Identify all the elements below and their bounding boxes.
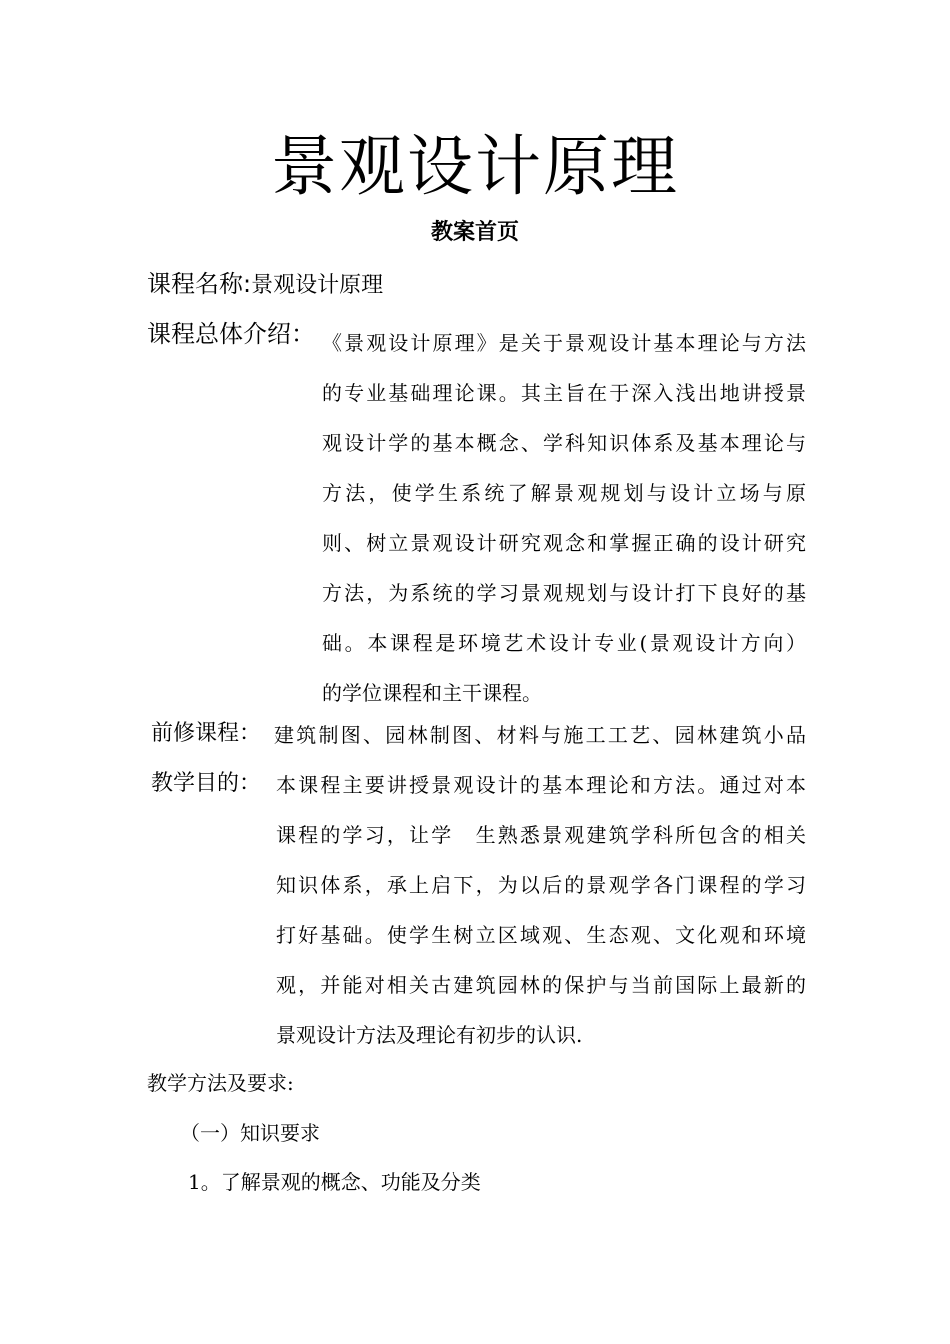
teaching-goal-line: 本课程主要讲授景观设计的基本理论和方法。通过对本 <box>276 773 806 797</box>
course-intro-label-row <box>147 316 315 354</box>
course-intro-line: 的学位课程和主干课程。 <box>322 681 542 705</box>
course-intro-line: 观设计学的基本概念、学科知识体系及基本理论与 <box>322 431 806 455</box>
teaching-goal-paragraph <box>276 760 806 1060</box>
lesson-plan-heading: 教案首页 <box>430 220 519 245</box>
course-intro-line: 础。本课程是环境艺术设计专业(景观设计方向） <box>322 631 806 655</box>
teaching-goal-line: 课程的学习，让学 生熟悉景观建筑学科所包含的相关 <box>276 823 806 847</box>
teaching-goal-label: 教学目的： <box>151 771 262 796</box>
course-intro-line: 《景观设计原理》是关于景观设计基本理论与方法 <box>322 331 806 355</box>
course-name-row <box>147 266 383 304</box>
course-name-value: 景观设计原理 <box>251 273 384 298</box>
prerequisite-label: 前修课程： <box>151 721 262 746</box>
teaching-goal-line: 观，并能对相关古建筑园林的保护与当前国际上最新的 <box>276 973 806 997</box>
prerequisite-value: 建筑制图、园林制图、材料与施工工艺、园林建筑小品 <box>274 723 806 747</box>
prerequisite-row <box>151 716 261 752</box>
course-intro-line: 方法，使学生系统了解景观规划与设计立场与原 <box>322 481 806 505</box>
course-intro-line: 方法，为系统的学习景观规划与设计打下良好的基 <box>322 581 806 605</box>
course-name-label: 课程名称: <box>147 270 252 298</box>
teaching-goal-line: 打好基础。使学生树立区域观、生态观、文化观和环境 <box>276 923 806 947</box>
requirement-item-1: 1。了解景观的概念、功能及分类 <box>188 1170 481 1194</box>
course-intro-line: 的专业基础理论课。其主旨在于深入浅出地讲授景 <box>322 381 806 405</box>
teaching-goal-label-row <box>151 766 261 802</box>
document-title: 景观设计原理 <box>271 128 679 206</box>
teaching-goal-line: 知识体系，承上启下，为以后的景观学各门课程的学习 <box>276 873 806 897</box>
course-intro-paragraph <box>322 318 806 718</box>
teaching-goal-line: 景观设计方法及理论有初步的认识. <box>276 1023 583 1047</box>
course-intro-line: 则、树立景观设计研究观念和掌握正确的设计研究 <box>322 531 806 555</box>
teaching-method-heading: 教学方法及要求: <box>147 1071 294 1095</box>
knowledge-requirements-heading: （一）知识要求 <box>180 1121 320 1145</box>
course-intro-label: 课程总体介绍： <box>147 320 315 348</box>
